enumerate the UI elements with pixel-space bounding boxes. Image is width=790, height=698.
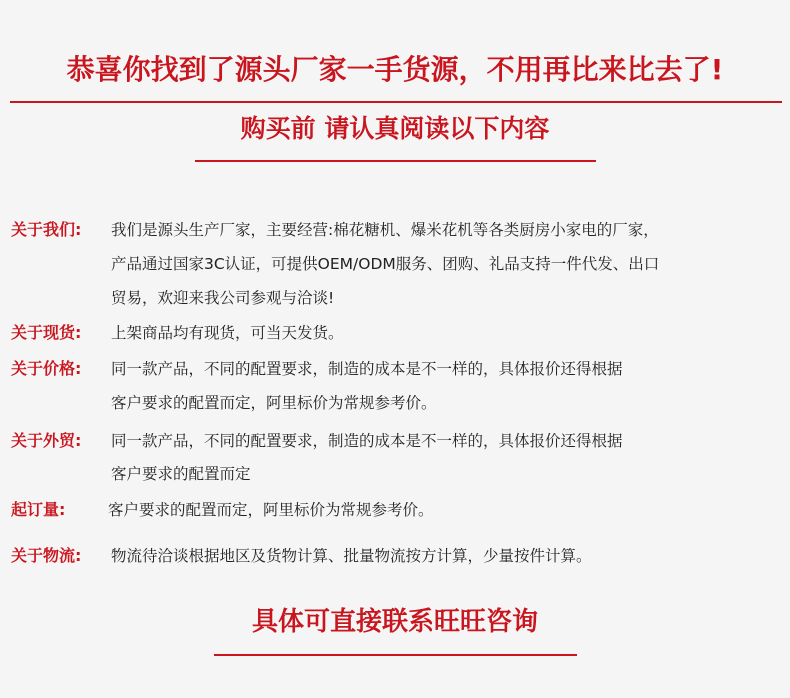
- section-label-stock: 关于现货:: [11, 323, 82, 342]
- section-text-moq-line-1: 客户要求的配置而定，阿里标价为常规参考价。: [108, 501, 434, 519]
- page-title: 恭喜你找到了源头厂家一手货源，不用再比来比去了!: [66, 53, 724, 86]
- section-text-logistics-line-1: 物流待洽谈根据地区及货物计算、批量物流按方计算，少量按件计算。: [111, 547, 592, 565]
- section-text-foreign-trade-line-1: 同一款产品，不同的配置要求，制造的成本是不一样的，具体报价还得根据: [111, 432, 623, 450]
- section-text-about-us-line-2: 产品通过国家3C认证，可提供OEM/ODM服务、团购、礼品支持一件代发、出口: [111, 255, 660, 273]
- subtitle-underline: [195, 160, 596, 162]
- section-label-about-us: 关于我们:: [11, 220, 82, 239]
- section-text-stock-line-1: 上架商品均有现货，可当天发货。: [111, 324, 344, 342]
- section-label-logistics: 关于物流:: [11, 546, 82, 565]
- page-subtitle: 购买前 请认真阅读以下内容: [240, 114, 550, 143]
- section-label-foreign-trade: 关于外贸:: [11, 431, 82, 450]
- section-text-foreign-trade-line-2: 客户要求的配置而定: [111, 465, 251, 483]
- section-text-price-line-1: 同一款产品，不同的配置要求，制造的成本是不一样的，具体报价还得根据: [111, 360, 623, 378]
- title-underline: [10, 101, 782, 103]
- contact-cta: 具体可直接联系旺旺咨询: [251, 607, 538, 637]
- cta-underline: [214, 654, 577, 656]
- section-text-about-us-line-3: 贸易，欢迎来我公司参观与洽谈!: [111, 289, 335, 307]
- section-text-about-us-line-1: 我们是源头生产厂家，主要经营:棉花糖机、爆米花机等各类厨房小家电的厂家，: [111, 221, 659, 239]
- section-text-price-line-2: 客户要求的配置而定，阿里标价为常规参考价。: [111, 394, 437, 412]
- section-label-price: 关于价格:: [11, 359, 82, 378]
- section-label-moq: 起订量:: [11, 500, 66, 519]
